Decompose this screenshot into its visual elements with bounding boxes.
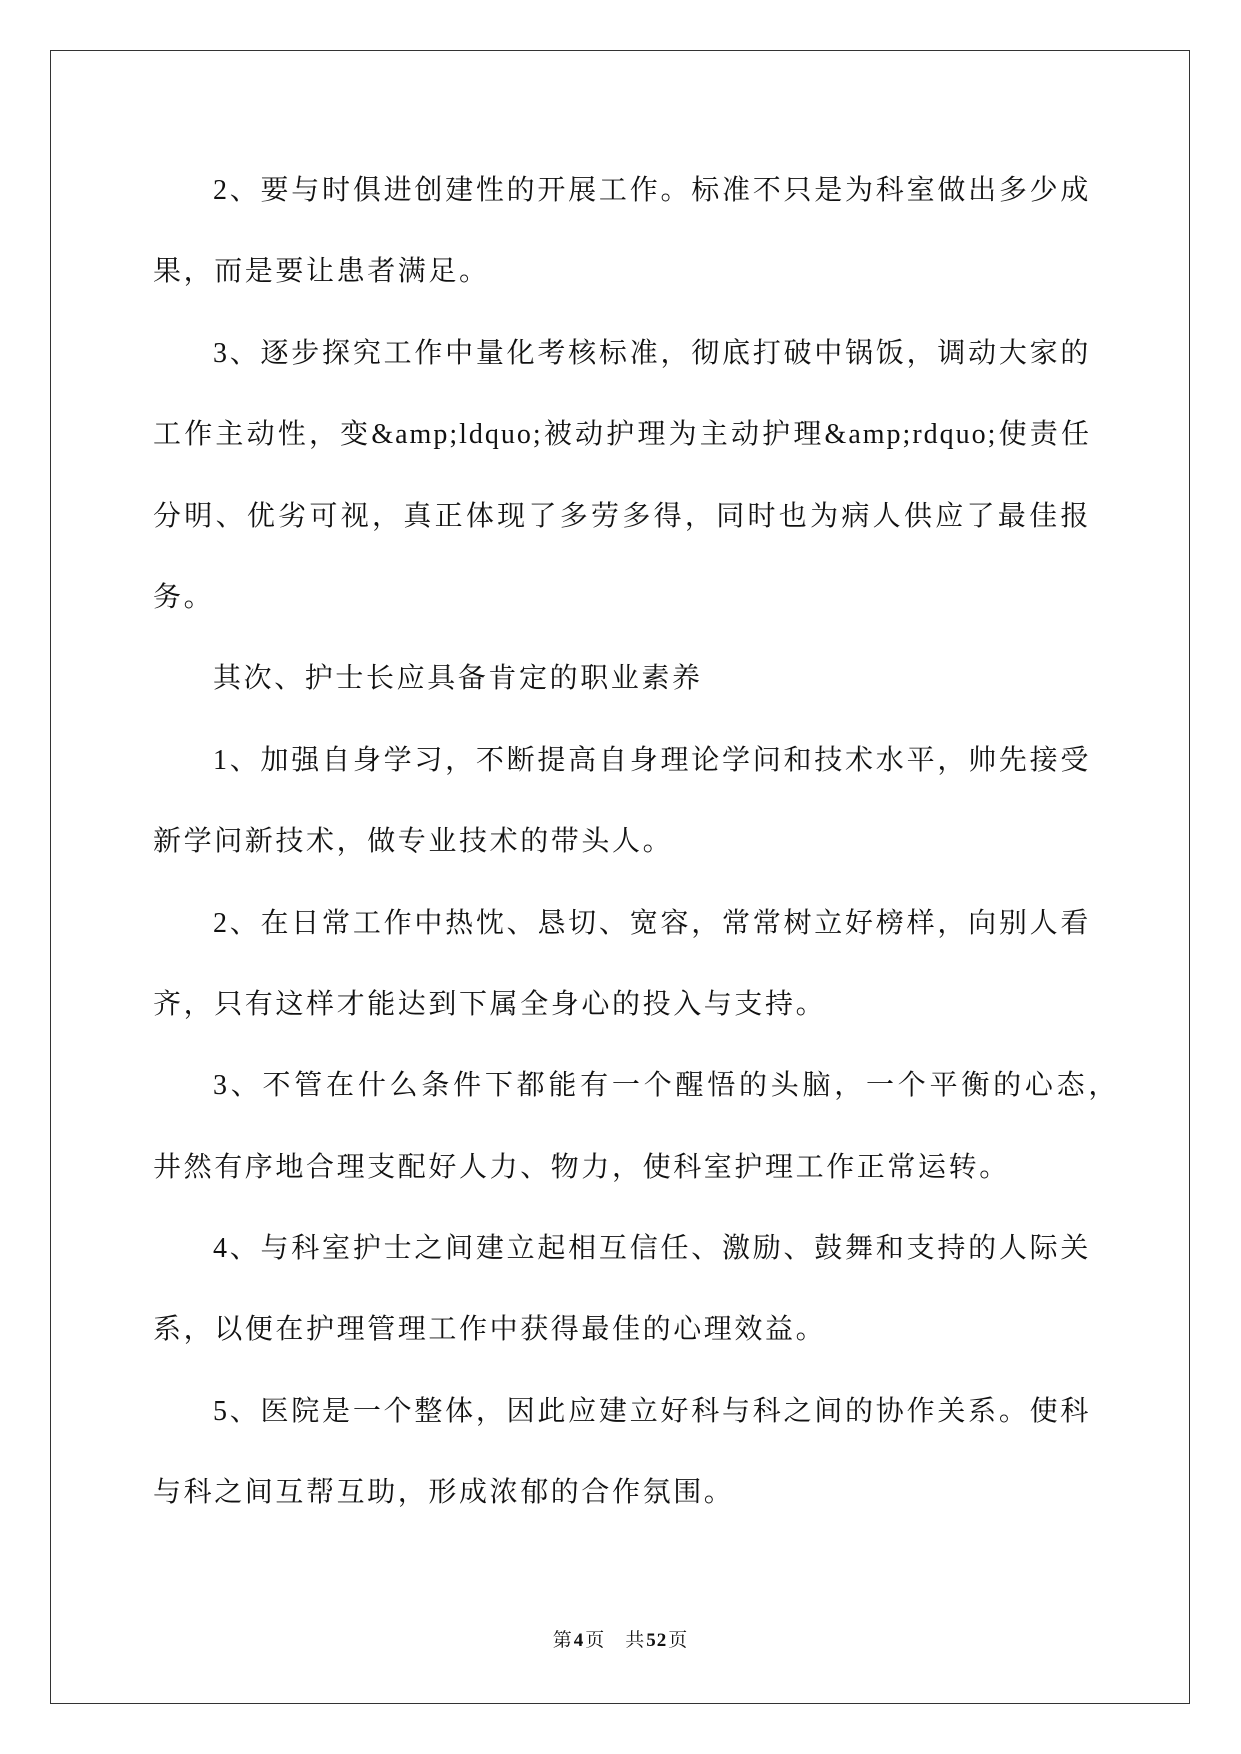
section-heading <box>153 638 1091 719</box>
paragraph <box>153 150 1091 313</box>
page-number: 4 <box>573 1630 585 1651</box>
document-body <box>153 150 1119 1534</box>
text-line: 3、不管在什么条件下都能有一个醒悟的头脑，一个平衡的心态， <box>213 1070 1119 1102</box>
text-line: 工作主动性，变&amp;ldquo;被动护理为主动护理&amp;rdquo;使责任 <box>153 419 1091 451</box>
total-pages-suffix: 页 <box>668 1630 689 1651</box>
text-line: 3、逐步探究工作中量化考核标准，彻底打破中锅饭，调动大家的 <box>213 337 1091 369</box>
text-line: 5、医院是一个整体，因此应建立好科与科之间的协作关系。使科 <box>213 1395 1091 1427</box>
total-pages: 52 <box>646 1630 668 1651</box>
total-pages-prefix: 共 <box>625 1630 646 1651</box>
paragraph <box>153 1045 1119 1208</box>
paragraph <box>153 1208 1091 1371</box>
paragraph <box>153 313 1091 639</box>
page-number-suffix: 页 <box>585 1630 606 1651</box>
paragraph <box>153 883 1091 1046</box>
text-line: 系，以便在护理管理工作中获得最佳的心理效益。 <box>153 1314 827 1346</box>
text-line: 4、与科室护士之间建立起相互信任、激励、鼓舞和支持的人际关 <box>213 1233 1091 1265</box>
text-line: 井然有序地合理支配好人力、物力，使科室护理工作正常运转。 <box>153 1151 1010 1183</box>
text-line: 2、要与时俱进创建性的开展工作。标准不只是为科室做出多少成 <box>213 175 1091 206</box>
text-line: 1、加强自身学习，不断提高自身理论学问和技术水平，帅先接受 <box>213 744 1091 776</box>
text-line: 2、在日常工作中热忱、恳切、宽容，常常树立好榜样，向别人看 <box>213 907 1091 939</box>
page-number-prefix: 第 <box>552 1630 573 1651</box>
text-line: 其次、护士长应具备肯定的职业素养 <box>213 663 703 695</box>
paragraph <box>153 1371 1091 1534</box>
page-footer <box>0 1629 1241 1653</box>
text-line: 齐，只有这样才能达到下属全身心的投入与支持。 <box>153 988 827 1020</box>
text-line: 分明、优劣可视，真正体现了多劳多得，同时也为病人供应了最佳报 <box>153 500 1091 532</box>
text-line: 新学问新技术，做专业技术的带头人。 <box>153 826 674 858</box>
text-line: 与科之间互帮互助，形成浓郁的合作氛围。 <box>153 1477 735 1509</box>
text-line: 务。 <box>153 581 215 613</box>
text-line: 果，而是要让患者满足。 <box>153 256 490 288</box>
paragraph <box>153 720 1091 883</box>
